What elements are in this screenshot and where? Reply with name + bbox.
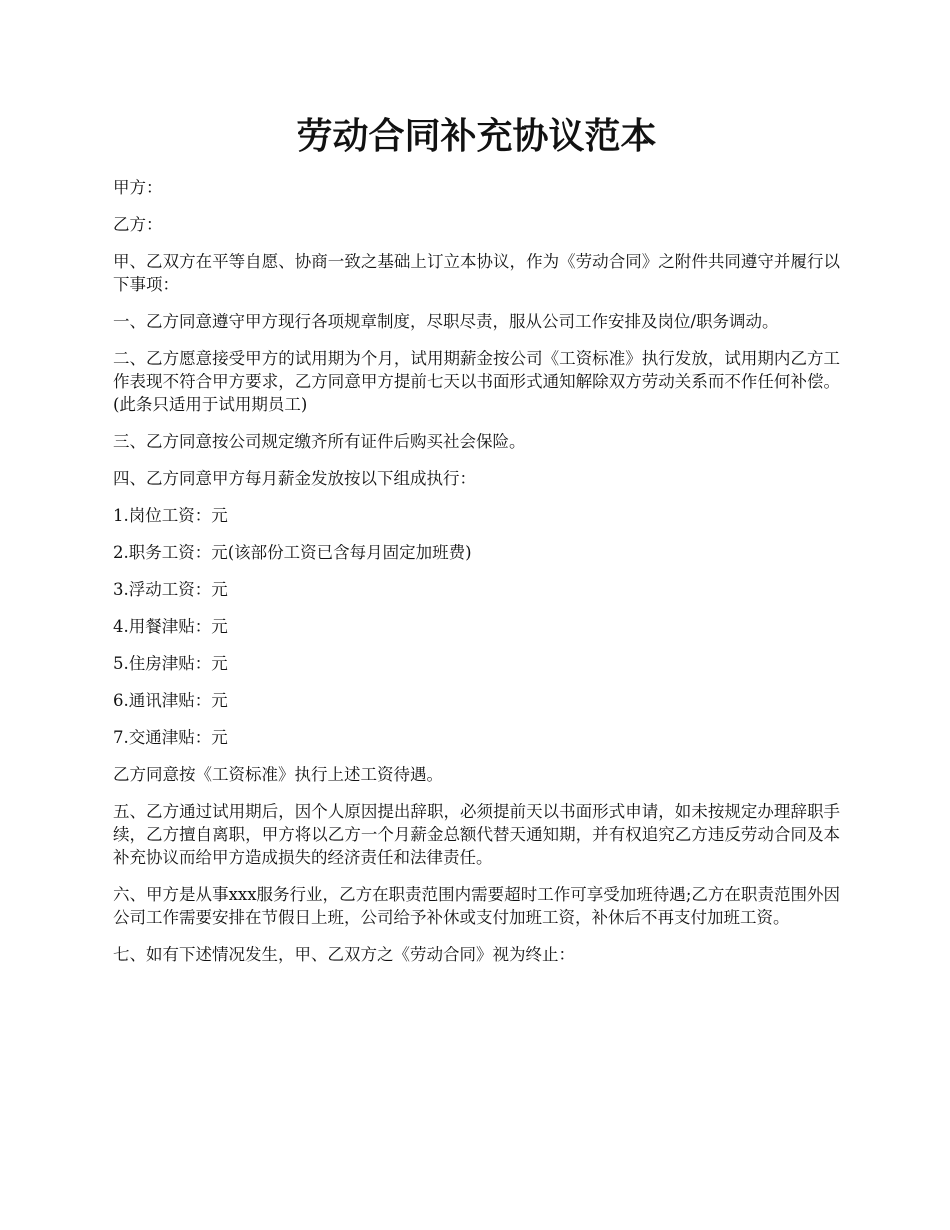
salary-item-2: 2.职务工资：元(该部份工资已含每月固定加班费) [113,543,472,562]
clause-4: 四、乙方同意甲方每月薪金发放按以下组成执行： [113,469,476,488]
salary-item-5: 5.住房津贴：元 [113,654,228,673]
salary-item-4: 4.用餐津贴：元 [113,617,228,636]
clause-2: 二、乙方愿意接受甲方的试用期为个月，试用期薪金按公司《工资标准》执行发放，试用期内乙方工作表现不符合甲方要求，乙方同意甲方提前七天以书面形式通知解除双方劳动关系而不作任何补偿。(此条只适用于试用期员工) [113,349,840,414]
salary-agreement: 乙方同意按《工资标准》执行上述工资待遇。 [113,765,443,784]
clause-7: 七、如有下述情况发生，甲、乙双方之《劳动合同》视为终止： [113,945,575,964]
party-a-line: 甲方： [113,178,163,197]
document-page [113,0,840,980]
clause-5: 五、乙方通过试用期后，因个人原因提出辞职，必须提前天以书面形式申请，如未按规定办理辞职手续，乙方擅自离职，甲方将以乙方一个月薪金总额代替天通知期，并有权追究乙方违反劳动合同及本补充协议而给甲方造成损失的经济责任和法律责任。 [113,802,840,867]
salary-item-3: 3.浮动工资：元 [113,580,228,599]
salary-item-1: 1.岗位工资：元 [113,506,228,525]
document-title: 劳动合同补充协议范本 [296,115,657,157]
party-b-line: 乙方： [113,215,163,234]
clause-6: 六、甲方是从事xxx服务行业，乙方在职责范围内需要超时工作可享受加班待遇;乙方在职责范围外因公司工作需要安排在节假日上班，公司给予补休或支付加班工资，补休后不再支付加班工资。 [113,885,840,927]
clause-1: 一、乙方同意遵守甲方现行各项规章制度，尽职尽责，服从公司工作安排及岗位/职务调动。 [113,312,779,331]
clause-3: 三、乙方同意按公司规定缴齐所有证件后购买社会保险。 [113,432,526,451]
salary-item-7: 7.交通津贴：元 [113,728,228,747]
salary-item-6: 6.通讯津贴：元 [113,691,228,710]
preamble-paragraph: 甲、乙双方在平等自愿、协商一致之基础上订立本协议，作为《劳动合同》之附件共同遵守并履行以下事项： [113,252,840,294]
document-body [113,176,840,966]
